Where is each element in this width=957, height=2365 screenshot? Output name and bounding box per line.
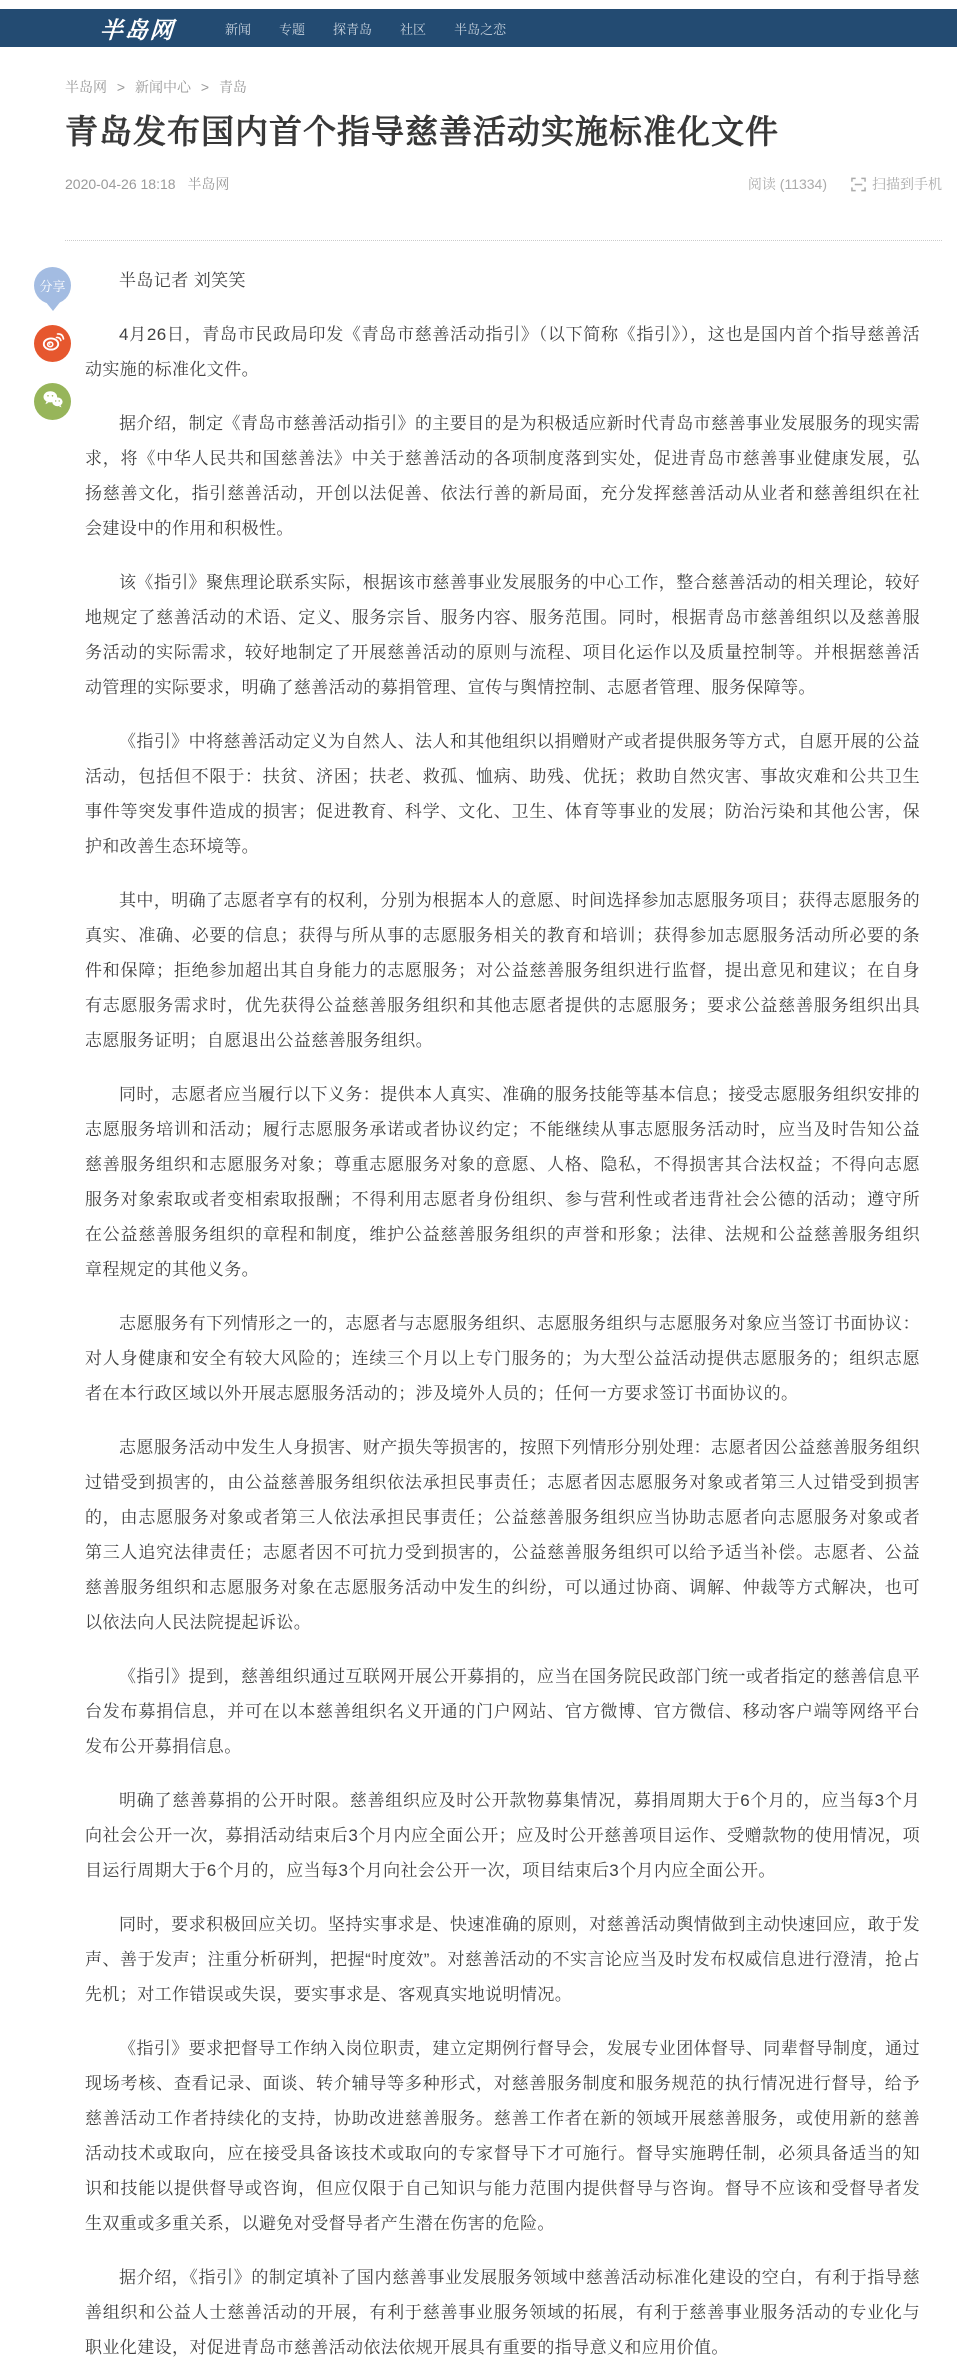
- article-container: [65, 77, 942, 2365]
- page-title: 青岛发布国内首个指导慈善活动实施标准化文件: [65, 113, 779, 150]
- share-button[interactable]: [34, 267, 71, 304]
- article-source: 半岛网: [187, 176, 230, 193]
- breadcrumb-separator: >: [116, 79, 126, 95]
- article-paragraph: 该《指引》聚焦理论联系实际，根据该市慈善事业发展服务的中心工作，整合慈善活动的相关理论，较好地规定了慈善活动的术语、定义、服务宗旨、服务内容、服务范围。同时，根据青岛市慈善组织以及慈善服务活动的实际需求，较好地制定了开展慈善活动的原则与流程、项目化运作以及质量控制等。并根据慈善活动管理的实际要求，明确了慈善活动的募捐管理、宣传与舆情控制、志愿者管理、服务保障等。: [85, 573, 920, 698]
- article-meta-right: [748, 174, 942, 194]
- nav-item-community[interactable]: 社区: [400, 21, 427, 37]
- nav-item-news[interactable]: 新闻: [225, 21, 252, 37]
- weibo-icon: [41, 329, 65, 358]
- top-nav-bar: [0, 9, 957, 47]
- article-paragraph: 同时，要求积极回应关切。坚持实事求是、快速准确的原则，对慈善活动舆情做到主动快速回应，敢于发声、善于发声；注重分析研判，把握“时度效”。对慈善活动的不实言论应当及时发布权威信息进行澄清，抢占先机；对工作错误或失误，要实事求是、客观真实地说明情况。: [85, 1915, 920, 2005]
- site-logo[interactable]: 半岛网: [98, 16, 176, 44]
- breadcrumb: [65, 77, 942, 97]
- scan-to-phone-label[interactable]: 扫描到手机: [872, 176, 942, 193]
- article-paragraph: 志愿服务有下列情形之一的，志愿者与志愿服务组织、志愿服务组织与志愿服务对象应当签订书面协议：对人身健康和安全有较大风险的；连续三个月以上专门服务的；为大型公益活动提供志愿服务的；组织志愿者在本行政区域以外开展志愿服务活动的；涉及境外人员的；任何一方要求签订书面协议的。: [85, 1314, 920, 1404]
- article-paragraph: 据介绍，《指引》的制定填补了国内慈善事业发展服务领域中慈善活动标准化建设的空白，有利于指导慈善组织和公益人士慈善活动的开展，有利于慈善事业服务领域的拓展，有利于慈善事业服务活动的专业化与职业化建设，对促进青岛市慈善活动依法依规开展具有重要的指导意义和应用价值。: [85, 2268, 920, 2358]
- breadcrumb-home[interactable]: 半岛网: [65, 79, 107, 95]
- article-paragraph: 《指引》要求把督导工作纳入岗位职责，建立定期例行督导会，发展专业团体督导、同辈督导制度，通过现场考核、查看记录、面谈、转介辅导等多种形式，对慈善服务制度和服务规范的执行情况进行督导，给予慈善活动工作者持续化的支持，协助改进慈善服务。慈善工作者在新的领域开展慈善服务，或使用新的慈善活动技术或取向，应在接受具备该技术或取向的专家督导下才可施行。督导实施聘任制，必须具备适当的知识和技能以提供督导或咨询，但应仅限于自己知识与能力范围内提供督导与咨询。督导不应该和受督导者发生双重或多重关系，以避免对受督导者产生潜在伤害的危险。: [85, 2039, 920, 2234]
- article-paragraph: 《指引》中将慈善活动定义为自然人、法人和其他组织以捐赠财产或者提供服务等方式，自愿开展的公益活动，包括但不限于：扶贫、济困；扶老、救孤、恤病、助残、优抚；救助自然灾害、事故灾难和公共卫生事件等突发事件造成的损害；促进教育、科学、文化、卫生、体育等事业的发展；防治污染和其他公害，保护和改善生态环境等。: [85, 732, 920, 857]
- article-paragraph: 4月26日，青岛市民政局印发《青岛市慈善活动指引》（以下简称《指引》），这也是国内首个指导慈善活动实施的标准化文件。: [85, 325, 920, 380]
- article-paragraph: 同时，志愿者应当履行以下义务：提供本人真实、准确的服务技能等基本信息；接受志愿服务组织安排的志愿服务培训和活动；履行志愿服务承诺或者协议约定；不能继续从事志愿服务活动时，应当及时告知公益慈善服务组织和志愿服务对象；尊重志愿服务对象的意愿、人格、隐私，不得损害其合法权益；不得向志愿服务对象索取或者变相索取报酬；不得利用志愿者身份组织、参与营利性或者违背社会公德的活动；遵守所在公益慈善服务组织的章程和制度，维护公益慈善服务组织的声誉和形象；法律、法规和公益慈善服务组织章程规定的其他义务。: [85, 1085, 920, 1280]
- breadcrumb-newscenter[interactable]: 新闻中心: [134, 79, 191, 95]
- article-byline: 半岛记者 刘笑笑: [119, 271, 246, 291]
- nav-item-explore[interactable]: 探青岛: [333, 21, 373, 37]
- nav-menu: [225, 19, 534, 38]
- read-count: 阅读 (11334): [747, 176, 827, 193]
- wechat-share-button[interactable]: [34, 383, 71, 420]
- weibo-share-button[interactable]: [34, 325, 71, 362]
- publish-timestamp: 2020-04-26 18:18: [65, 176, 176, 193]
- article-meta-left: [65, 174, 229, 194]
- article-paragraph: 志愿服务活动中发生人身损害、财产损失等损害的，按照下列情形分别处理：志愿者因公益慈善服务组织过错受到损害的，由公益慈善服务组织依法承担民事责任；志愿者因志愿服务对象或者第三人过错受到损害的，由志愿服务对象或者第三人依法承担民事责任；公益慈善服务组织应当协助志愿者向志愿服务对象或者第三人追究法律责任；志愿者因不可抗力受到损害的，公益慈善服务组织可以给予适当补偿。志愿者、公益慈善服务组织和志愿服务对象在志愿服务活动中发生的纠纷，可以通过协商、调解、仲裁等方式解决，也可以依法向人民法院提起诉讼。: [85, 1438, 920, 1633]
- share-rail: [34, 267, 72, 420]
- nav-item-love[interactable]: 半岛之恋: [454, 21, 507, 37]
- article-paragraph: 其中，明确了志愿者享有的权利，分别为根据本人的意愿、时间选择参加志愿服务项目；获得志愿服务的真实、准确、必要的信息；获得与所从事的志愿服务相关的教育和培训；获得参加志愿服务活动所必要的条件和保障；拒绝参加超出其自身能力的志愿服务；对公益慈善服务组织进行监督，提出意见和建议；在自身有志愿服务需求时，优先获得公益慈善服务组织和其他志愿者提供的志愿服务；要求公益慈善服务组织出具志愿服务证明；自愿退出公益慈善服务组织。: [85, 891, 920, 1051]
- article-paragraph: 《指引》提到，慈善组织通过互联网开展公开募捐的，应当在国务院民政部门统一或者指定的慈善信息平台发布募捐信息，并可在以本慈善组织名义开通的门户网站、官方微博、官方微信、移动客户端等网络平台发布公开募捐信息。: [85, 1667, 920, 1757]
- scan-qr-icon: [851, 177, 866, 192]
- article-paragraph: 明确了慈善募捐的公开时限。慈善组织应及时公开款物募集情况，募捐周期大于6个月的，应当每3个月向社会公开一次，募捐活动结束后3个月内应全面公开；应及时公开慈善项目运作、受赠款物的使用情况，项目运行周期大于6个月的，应当每3个月向社会公开一次，项目结束后3个月内应全面公开。: [85, 1791, 920, 1881]
- article-paragraph: 据介绍，制定《青岛市慈善活动指引》的主要目的是为积极适应新时代青岛市慈善事业发展服务的现实需求，将《中华人民共和国慈善法》中关于慈善活动的各项制度落到实处，促进青岛市慈善事业健康发展，弘扬慈善文化，指引慈善活动，开创以法促善、依法行善的新局面，充分发挥慈善活动从业者和慈善组织在社会建设中的作用和积极性。: [85, 414, 920, 539]
- article-meta-row: [65, 174, 942, 194]
- nav-item-topics[interactable]: 专题: [279, 21, 306, 37]
- article-body: [65, 241, 942, 2365]
- wechat-icon: [41, 387, 65, 416]
- breadcrumb-separator: >: [200, 79, 210, 95]
- breadcrumb-qingdao[interactable]: 青岛: [218, 79, 247, 95]
- share-label: 分享: [39, 279, 66, 294]
